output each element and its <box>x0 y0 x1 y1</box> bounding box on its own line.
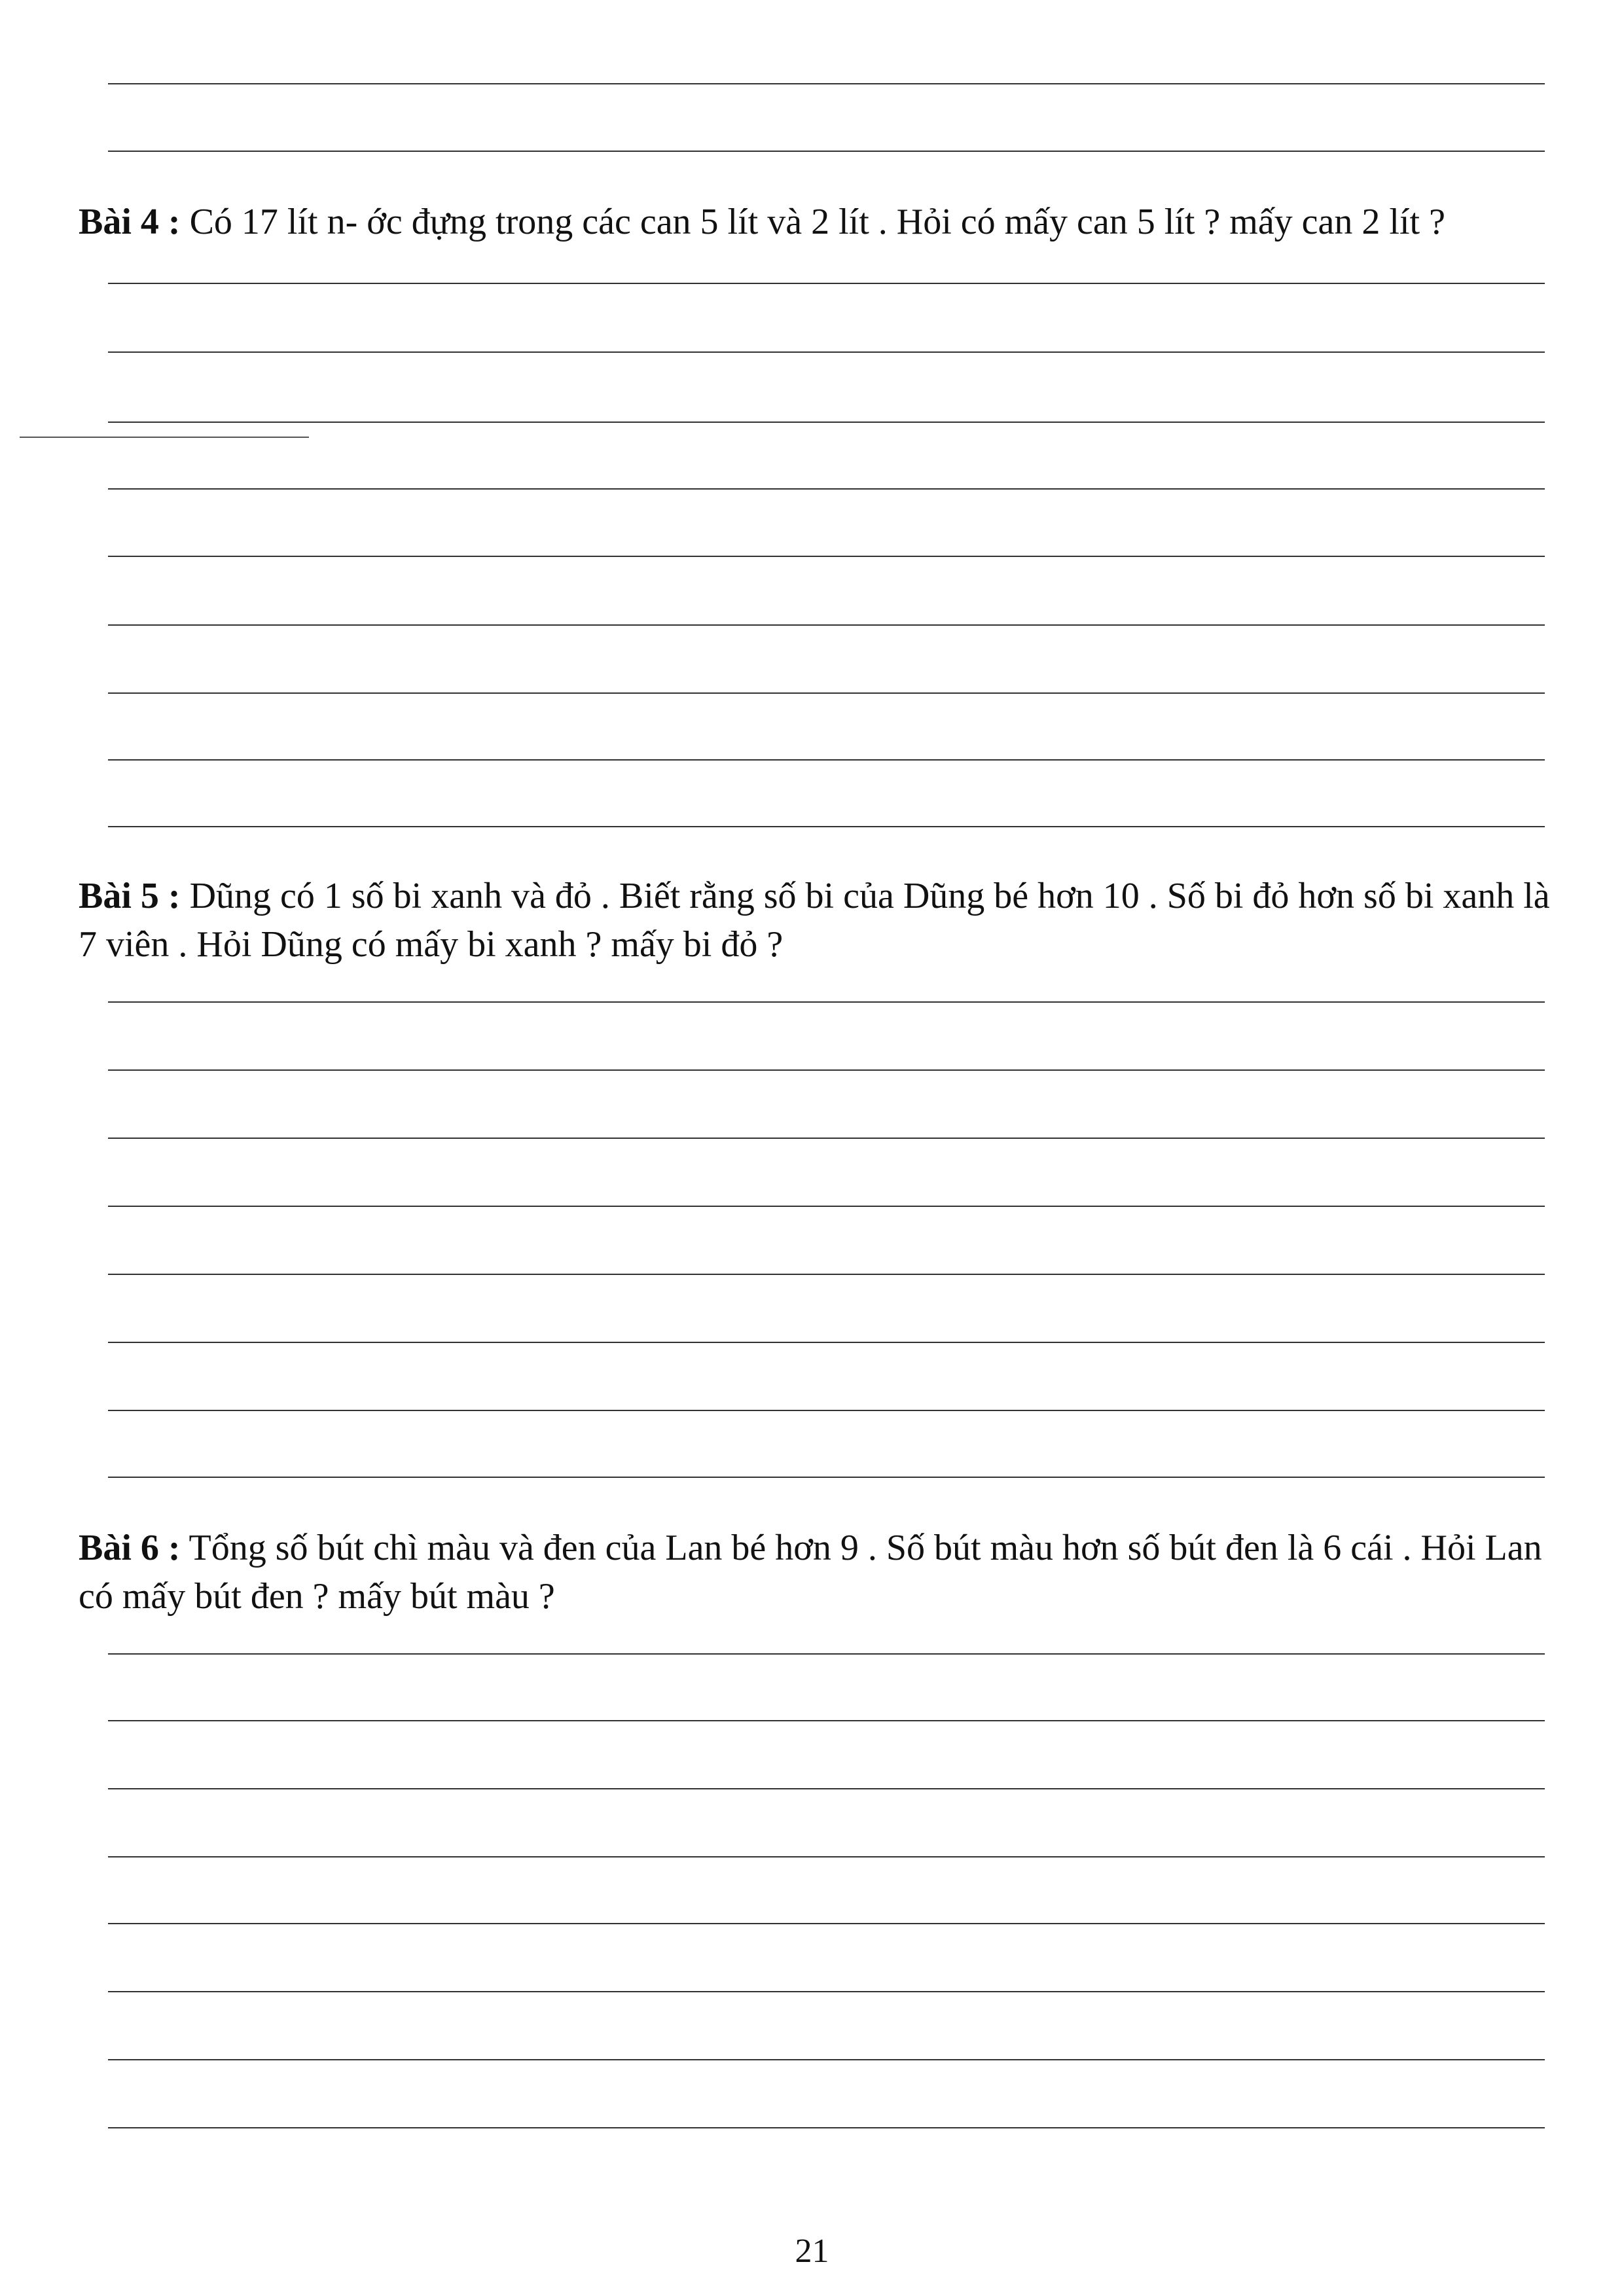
answer-line <box>108 1274 1545 1275</box>
problem-4 <box>79 198 1551 246</box>
problem-6-label: Bài 6 : <box>79 1528 181 1568</box>
answer-line <box>108 488 1545 490</box>
answer-line <box>108 759 1545 761</box>
answer-line <box>108 283 1545 284</box>
answer-line <box>108 1923 1545 1924</box>
problem-4-text: Có 17 lít n- ớc đựng trong các can 5 lít và 2 lít . Hỏi có mấy can 5 lít ? mấy can 2 lít ? <box>180 202 1445 242</box>
page-number: 21 <box>795 2233 829 2270</box>
answer-line <box>108 351 1545 353</box>
answer-line <box>108 151 1545 152</box>
answer-line <box>108 1477 1545 1478</box>
answer-line <box>108 2127 1545 2128</box>
answer-line <box>108 1788 1545 1789</box>
problem-6-text: Tổng số bút chì màu và đen của Lan bé hơn 9 . Số bút màu hơn số bút đen là 6 cái . Hỏi Lan có mấy bút đen ? mấy bút màu ? <box>79 1528 1542 1617</box>
margin-mark-line <box>20 437 309 438</box>
problem-5-text: Dũng có 1 số bi xanh và đỏ . Biết rằng số bi của Dũng bé hơn 10 . Số bi đỏ hơn số bi xanh là 7 viên . Hỏi Dũng có mấy bi xanh ? mấy bi đỏ ? <box>79 876 1550 965</box>
answer-line <box>108 692 1545 694</box>
answer-line <box>108 1856 1545 1857</box>
answer-line <box>108 1720 1545 1721</box>
problem-4-label: Bài 4 : <box>79 202 181 242</box>
answer-line <box>108 1001 1545 1003</box>
problem-5 <box>79 872 1551 969</box>
answer-line <box>108 1991 1545 1992</box>
answer-line <box>108 624 1545 626</box>
answer-line <box>108 1410 1545 1411</box>
answer-line <box>108 1653 1545 1655</box>
answer-line <box>108 422 1545 423</box>
answer-line <box>108 826 1545 827</box>
answer-line <box>108 1342 1545 1343</box>
answer-line <box>108 1069 1545 1071</box>
answer-line <box>108 1206 1545 1207</box>
answer-line <box>108 556 1545 557</box>
problem-5-label: Bài 5 : <box>79 876 181 916</box>
problem-6 <box>79 1524 1551 1621</box>
answer-line <box>108 83 1545 84</box>
answer-line <box>108 1138 1545 1139</box>
answer-line <box>108 2059 1545 2060</box>
